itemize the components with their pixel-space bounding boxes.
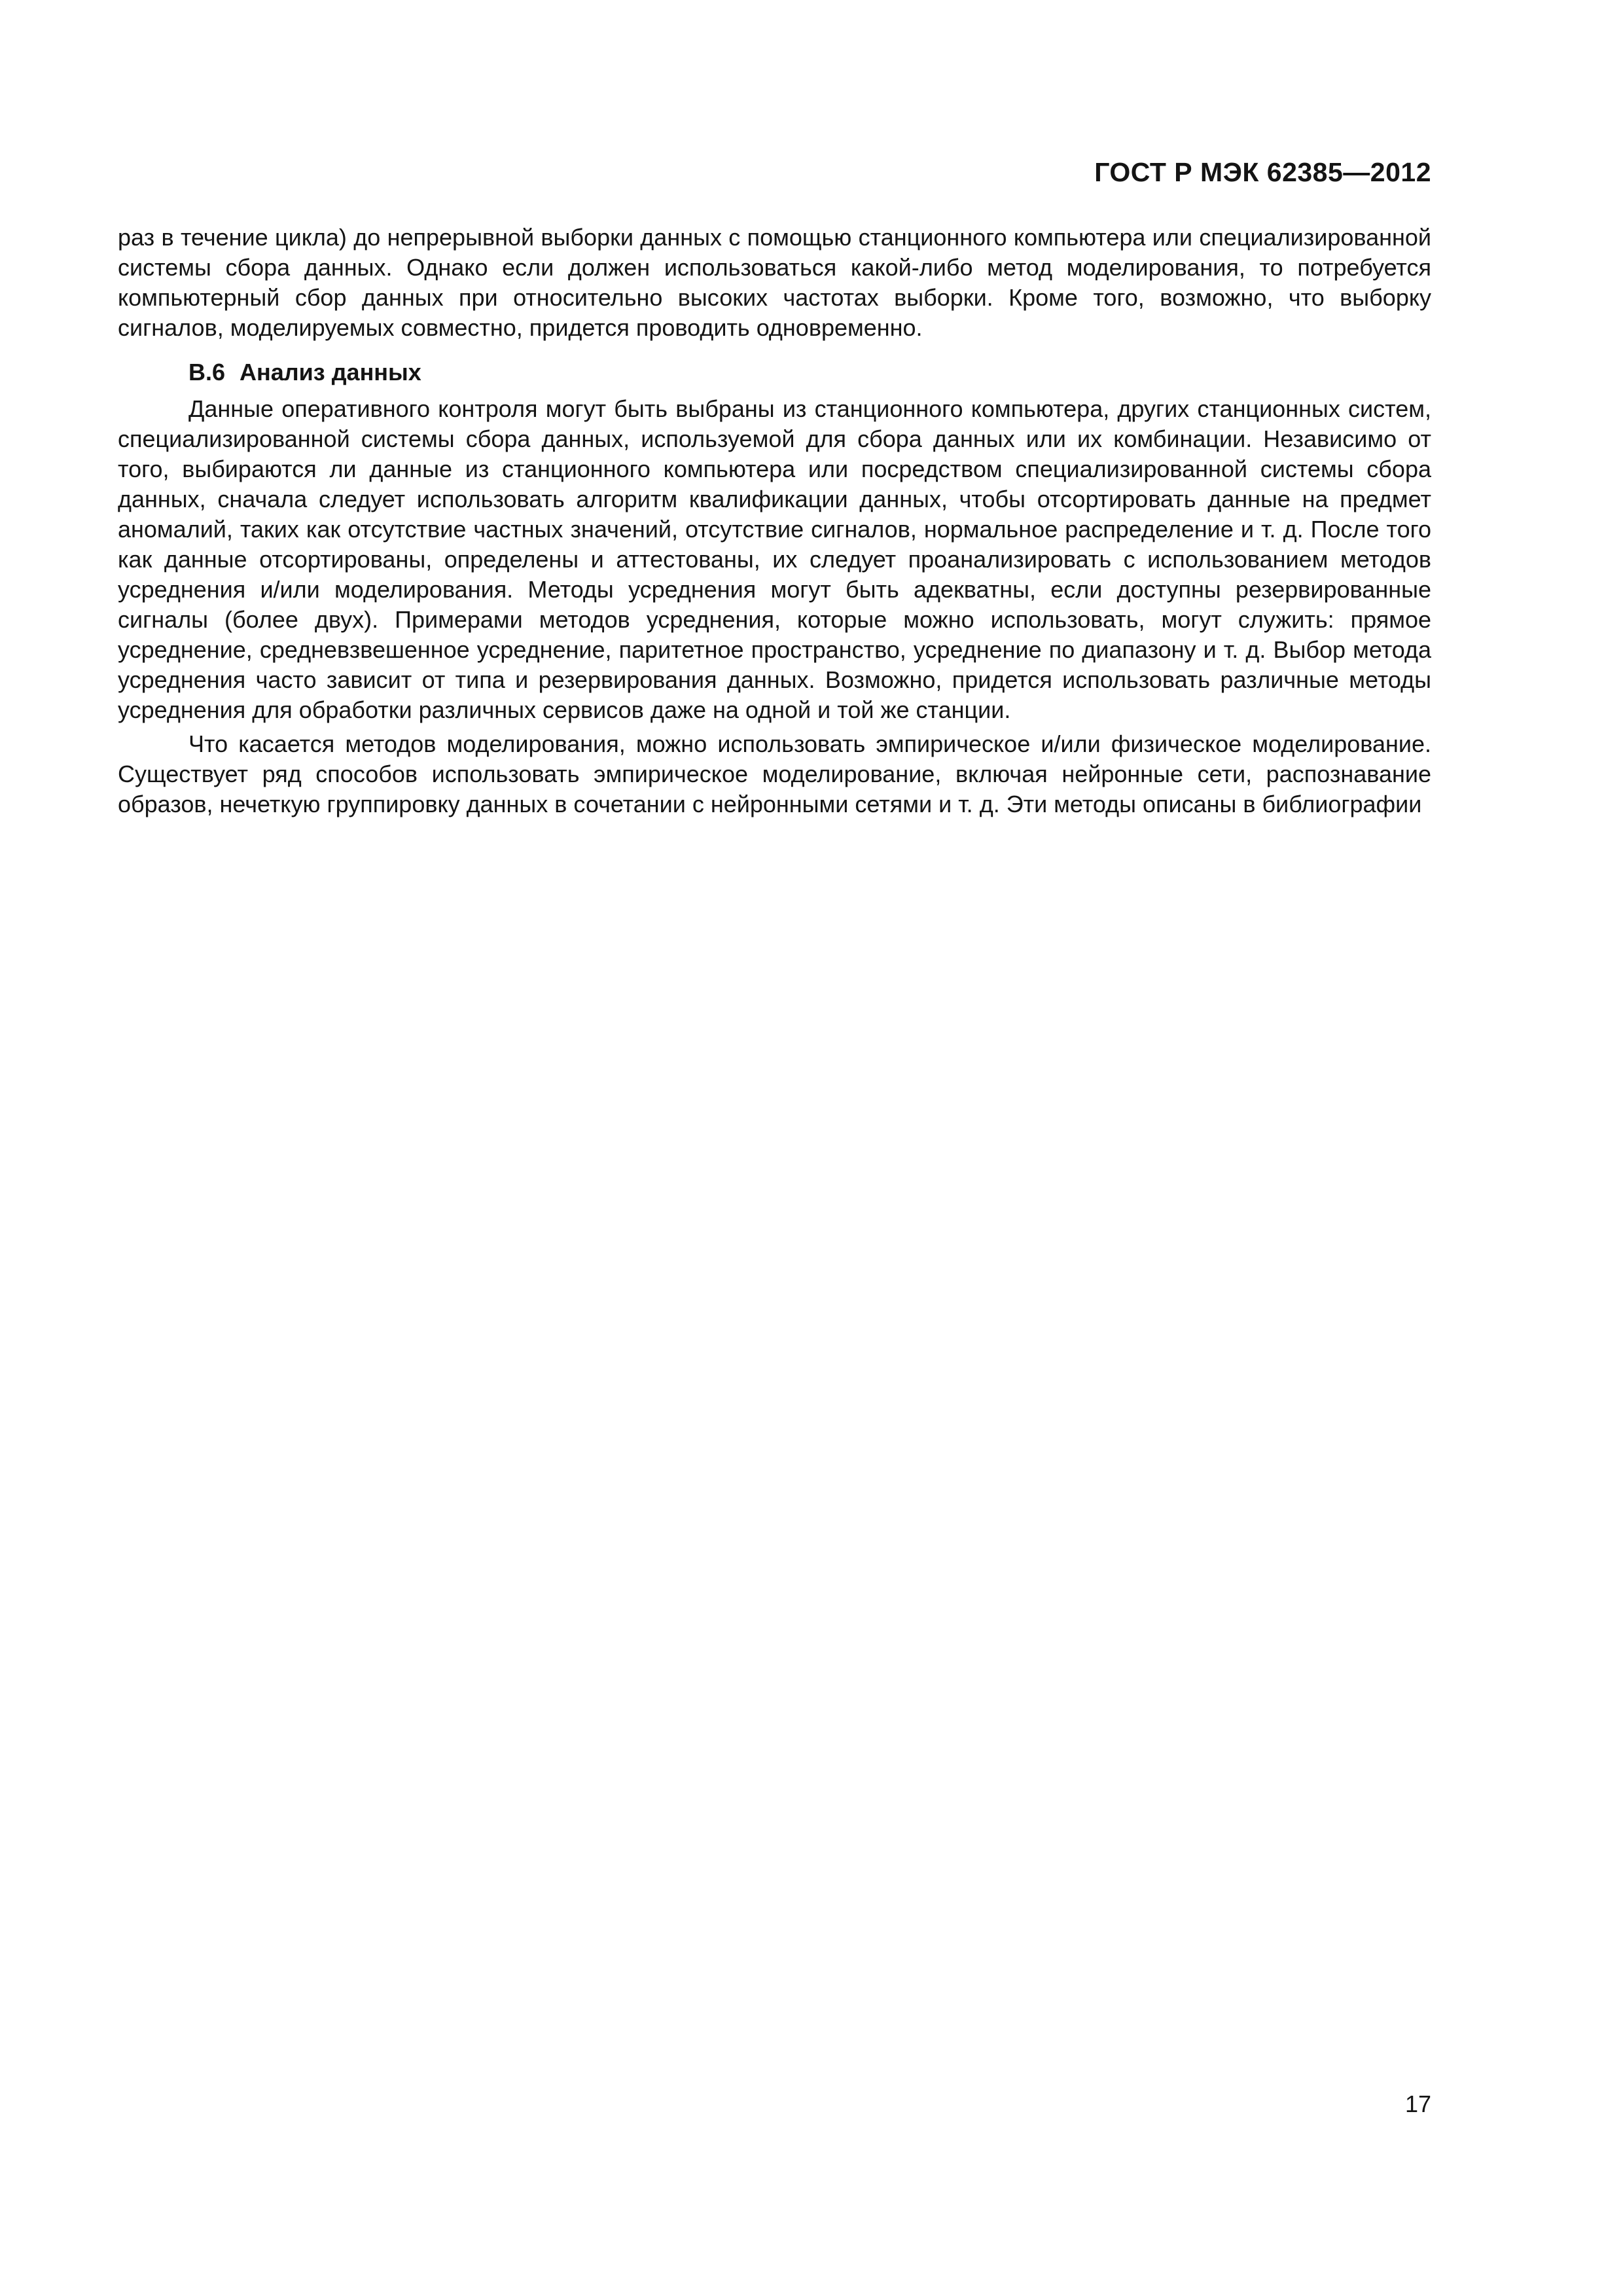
paragraph-modeling-methods: Что касается методов моделирования, можно использовать эмпирическое и/или физическое моделирование. Существует ряд способов использовать эмпирическое моделирование, включая нейронные сети, распознавание образов, нечеткую группировку данных в сочетании с нейронными сетями и т. д. Эти методы описаны в библиографии (118, 730, 1431, 817)
standard-designation: ГОСТ Р МЭК 62385—2012 (1094, 157, 1431, 187)
section-heading (118, 357, 1431, 387)
page-number: 17 (1404, 2090, 1431, 2117)
section-number: В.6 (188, 359, 226, 386)
paragraph-data-selection: Данные оперативного контроля могут быть выбраны из станционного компьютера, других станционных систем, специализированной системы сбора данных, используемой для сбора данных или их комбинации. Независимо от того, выбираются ли данные из станционного компьютера или посредством специализированной системы сбора данных, сначала следует использовать алгоритм квалификации данных, чтобы отсортировать данные на предмет аномалий, таких как отсутствие частных значений, отсутствие сигналов, нормальное распределение и т. д. После того как данные отсортированы, определены и аттестованы, их следует проанализировать с использованием методов усреднения и/или моделирования. Методы усреднения могут быть адекватны, если доступны резервированные сигналы (более двух). Примерами методов усреднения, которые можно использовать, могут служить: прямое усреднение, средневзвешенное усреднение, паритетное пространство, усреднение по диапазону и т. д. Выбор метода усреднения часто зависит от типа и резервирования данных. Возможно, придется использовать различные методы усреднения для обработки различных сервисов даже на одной и той же станции. (118, 395, 1431, 723)
continuation-paragraph: раз в течение цикла) до непрерывной выборки данных с помощью станционного компьютера или специализированной системы сбора данных. Однако если должен использоваться какой-либо метод моделирования, то потребуется компьютерный сбор данных при относительно высоких частотах выборки. Кроме того, возможно, что выборку сигналов, моделируемых совместно, придется проводить одновременно. (118, 224, 1431, 341)
section-title: Анализ данных (240, 359, 421, 386)
document-body (118, 223, 1431, 819)
document-header (1094, 157, 1431, 188)
